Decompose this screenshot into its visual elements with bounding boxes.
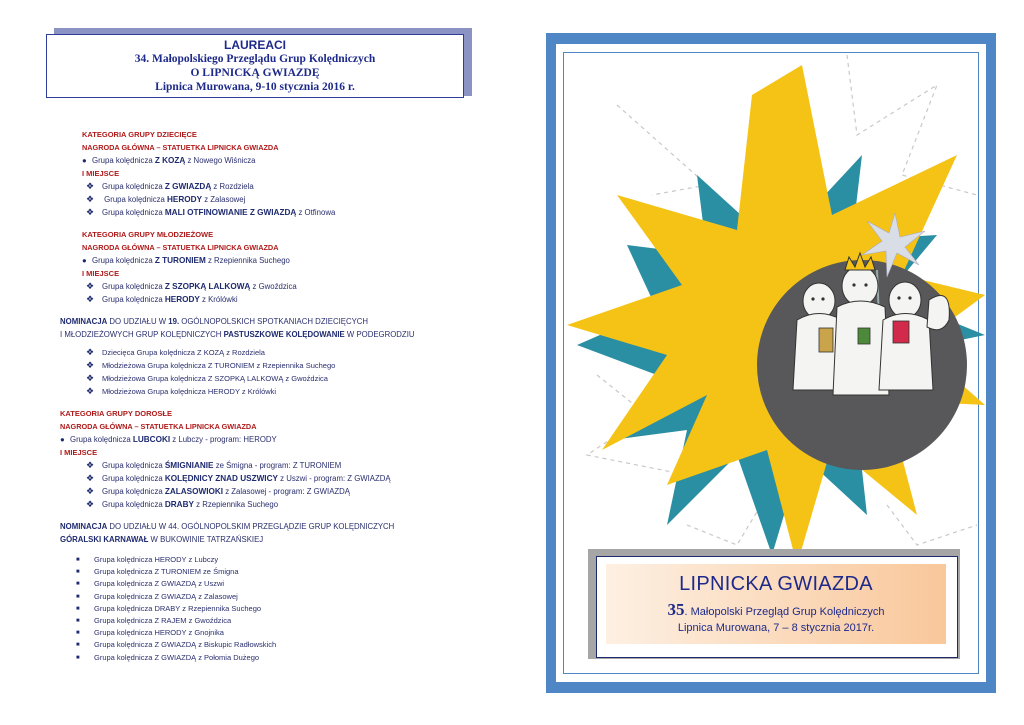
list-item: ■ Grupa kolędnicza Z RAJEM z Gwoździca [76, 616, 232, 626]
list-item: ❖ Grupa kolędnicza Z GWIAZDĄ z Rozdziela [86, 181, 254, 191]
list-item: ■ Grupa kolędnicza Z GWIAZDĄ z Uszwi [76, 579, 225, 589]
first-place-children: I MIEJSCE [82, 169, 120, 178]
cover-date: Lipnica Murowana, 7 – 8 stycznia 2017r. [677, 622, 875, 634]
first-place-youth: I MIEJSCE [82, 269, 120, 278]
list-item: ❖ Grupa kolędnicza MALI OTFINOWIANIE Z GWIAZDĄ z Otfinowa [86, 207, 336, 217]
list-item: ❖ Młodzieżowa Grupa kolędnicza HERODY z Królówki [86, 386, 277, 396]
nomination-2-line1: NOMINACJA DO UDZIAŁU W 44. OGÓLNOPOLSKIM PRZEGLĄDZIE GRUP KOLĘDNICZYCH [60, 522, 395, 531]
header-title: LAUREACI [224, 38, 286, 52]
prize-youth: NAGRODA GŁÓWNA – STATUETKA LIPNICKA GWIAZDA [82, 243, 279, 252]
nomination-1-line1: NOMINACJA DO UDZIAŁU W 19. OGÓLNOPOLSKICH SPOTKANIACH DZIECIĘCYCH [60, 317, 369, 326]
list-item: ❖ Grupa kolędnicza ZALASOWIOKI z Zalasowej - program: Z GWIAZDĄ [86, 486, 351, 496]
list-item: ❖ Grupa kolędnicza HERODY z Zalasowej [86, 194, 246, 204]
prize-adult: NAGRODA GŁÓWNA – STATUETKA LIPNICKA GWIAZDA [60, 422, 257, 431]
laureates-list [60, 128, 480, 664]
list-item: ❖ Grupa kolędnicza HERODY z Królówki [86, 294, 238, 304]
category-children: KATEGORIA GRUPY DZIECIĘCE [82, 130, 197, 139]
header-event-name: O LIPNICKĄ GWIAZDĘ [190, 67, 320, 79]
main-winner-youth: ● Grupa kolędnicza Z TURONIEM z Rzepiennika Suchego [82, 256, 290, 265]
main-winner-adult: ● Grupa kolędnicza LUBCOKI z Lubczy - program: HERODY [60, 435, 277, 444]
header-date: Lipnica Murowana, 9-10 stycznia 2016 r. [155, 81, 355, 93]
first-place-adult: I MIEJSCE [60, 448, 98, 457]
nomination-2-line2: GÓRALSKI KARNAWAŁ W BUKOWINIE TATRZAŃSKIEJ [60, 535, 264, 544]
list-item: ❖ Dziecięca Grupa kolędnicza Z KOZĄ z Rozdziela [86, 347, 265, 357]
title-panel [606, 564, 946, 644]
list-item: ❖ Młodzieżowa Grupa kolędnicza Z TURONIEM z Rzepiennika Suchego [86, 360, 336, 370]
list-item: ❖ Grupa kolędnicza KOLĘDNICY ZNAD USZWICY z Uszwi - program: Z GWIAZDĄ [86, 473, 391, 483]
list-item: ■ Grupa kolędnicza Z TURONIEM ze Śmigna [76, 567, 239, 577]
category-youth: KATEGORIA GRUPY MŁODZIEŻOWE [82, 230, 214, 239]
header-box [46, 34, 464, 98]
list-item: ■ Grupa kolędnicza Z GWIAZDĄ z Zalasowej [76, 591, 238, 601]
header-event: 34. Małopolskiego Przeglądu Grup Kolędniczych [134, 53, 376, 65]
list-item: ■ Grupa kolędnicza Z GWIAZDĄ z Biskupic Radłowskich [76, 640, 277, 650]
list-item: ■ Grupa kolędnicza DRABY z Rzepiennika Suchego [76, 603, 262, 613]
list-item: ❖ Grupa kolędnicza ŚMIGNIANIE ze Śmigna - program: Z TURONIEM [86, 460, 342, 470]
edition-number: 35 [667, 600, 685, 619]
list-item: ■ Grupa kolędnicza HERODY z Lubczy [76, 555, 219, 564]
cover-title: LIPNICKA GWIAZDA [679, 573, 873, 595]
list-item: ❖ Grupa kolędnicza DRABY z Rzepiennika Suchego [86, 499, 279, 509]
list-item: ■ Grupa kolędnicza Z GWIAZDĄ z Połomia Dużego [76, 652, 260, 662]
list-item: ❖ Młodzieżowa Grupa kolędnicza Z SZOPKĄ LALKOWĄ z Gwoździca [86, 373, 328, 383]
list-item: ■ Grupa kolędnicza HERODY z Gnojnika [76, 628, 224, 638]
prize-children: NAGRODA GŁÓWNA – STATUETKA LIPNICKA GWIAZDA [82, 143, 279, 152]
list-item: ❖ Grupa kolędnicza Z SZOPKĄ LALKOWĄ z Gwoździca [86, 281, 297, 291]
cover-subtitle: 35. Małopolski Przegląd Grup Kolędniczych [667, 600, 885, 619]
nomination-1-line2: I MŁODZIEŻOWYCH GRUP KOLĘDNICZYCH PASTUSZKOWE KOLĘDOWANIE W PODEGRODZIU [60, 330, 415, 339]
category-adult: KATEGORIA GRUPY DOROSŁE [60, 409, 172, 418]
main-winner-children: ● Grupa kolędnicza Z KOZĄ z Nowego Wiśnicza [82, 156, 256, 165]
